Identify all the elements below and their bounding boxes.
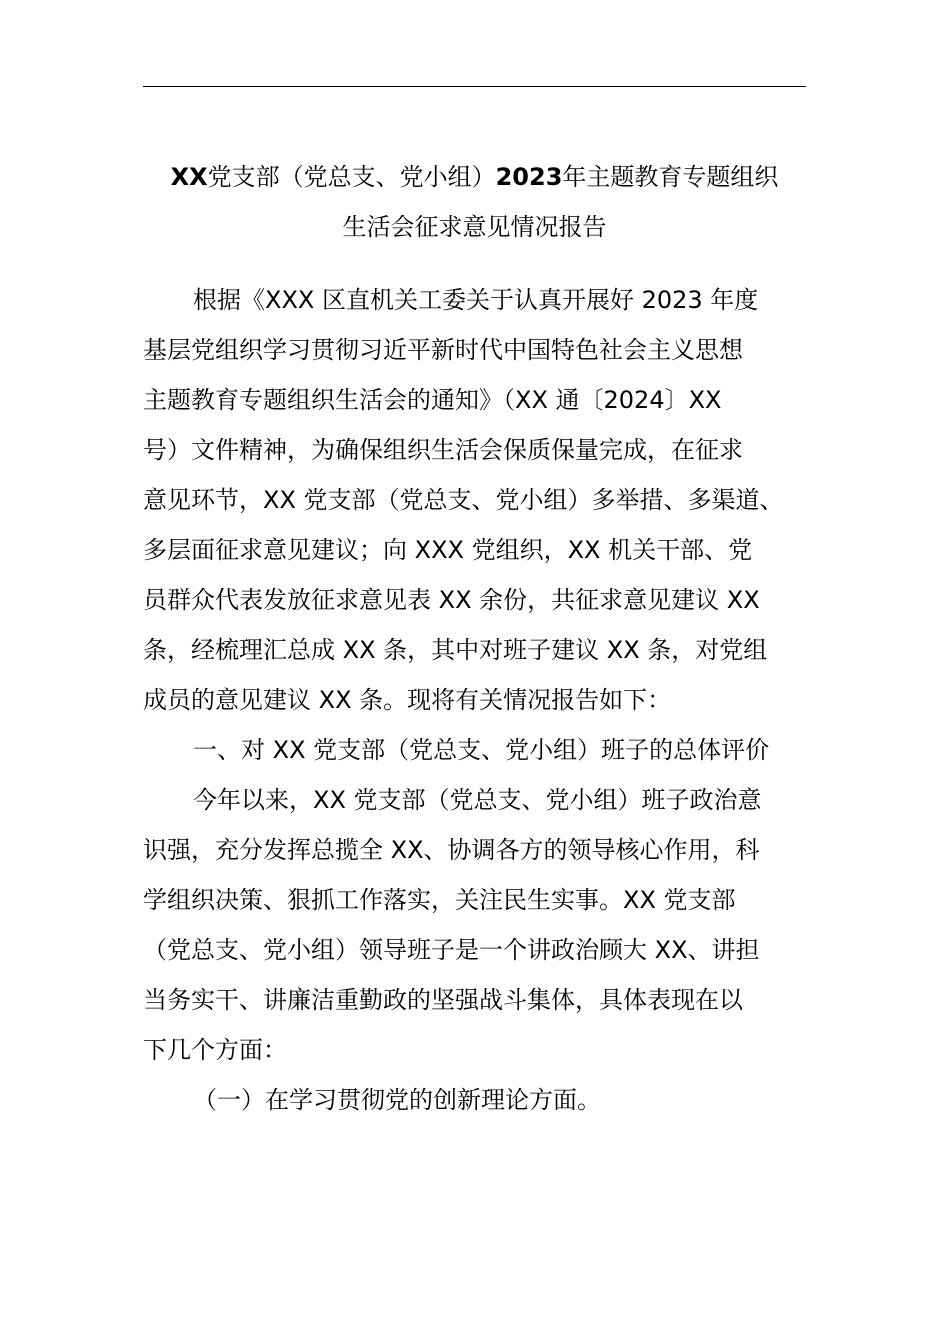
title-bold-xx: XX bbox=[170, 163, 208, 191]
title-text-b: 年主题教育专题组织 bbox=[562, 163, 779, 191]
title-line-1 bbox=[143, 152, 806, 202]
header-rule bbox=[143, 86, 806, 87]
body-line: 意见环节，XX 党支部（党总支、党小组）多举措、多渠道、 bbox=[143, 486, 784, 514]
body-line: 学组织决策、狠抓工作落实，关注民生实事。XX 党支部 bbox=[143, 886, 736, 914]
title-line-2: 生活会征求意见情况报告 bbox=[342, 213, 607, 241]
body-line: 多层面征求意见建议；向 XXX 党组织，XX 机关干部、党 bbox=[143, 536, 753, 564]
document-title bbox=[143, 152, 806, 252]
subsection-heading-1: （一）在学习贯彻党的创新理论方面。 bbox=[193, 1086, 601, 1114]
section-heading-1: 一、对 XX 党支部（党总支、党小组）班子的总体评价 bbox=[193, 736, 770, 764]
body-line: 根据《XXX 区直机关工委关于认真开展好 2023 年度 bbox=[193, 286, 759, 314]
body-line: 下几个方面： bbox=[143, 1036, 287, 1064]
body-line: （党总支、党小组）领导班子是一个讲政治顾大 XX、讲担 bbox=[143, 936, 760, 964]
body-line: 条，经梳理汇总成 XX 条，其中对班子建议 XX 条，对党组 bbox=[143, 636, 768, 664]
document-body bbox=[143, 275, 806, 1125]
body-line: 今年以来，XX 党支部（党总支、党小组）班子政治意 bbox=[193, 786, 762, 814]
title-text-a: 党支部（党总支、党小组） bbox=[207, 163, 496, 191]
body-line: 识强，充分发挥总揽全 XX、协调各方的领导核心作用，科 bbox=[143, 836, 760, 864]
body-line: 员群众代表发放征求意见表 XX 余份，共征求意见建议 XX bbox=[143, 586, 760, 614]
body-line: 号）文件精神，为确保组织生活会保质保量完成，在征求 bbox=[143, 436, 743, 464]
title-bold-year: 2023 bbox=[495, 163, 563, 191]
body-line: 当务实干、讲廉洁重勤政的坚强战斗集体，具体表现在以 bbox=[143, 986, 743, 1014]
body-line: 基层党组织学习贯彻习近平新时代中国特色社会主义思想 bbox=[143, 336, 743, 364]
body-line: 成员的意见建议 XX 条。现将有关情况报告如下： bbox=[143, 686, 672, 714]
body-line: 主题教育专题组织生活会的通知》（XX 通〔2024〕XX bbox=[143, 386, 722, 414]
